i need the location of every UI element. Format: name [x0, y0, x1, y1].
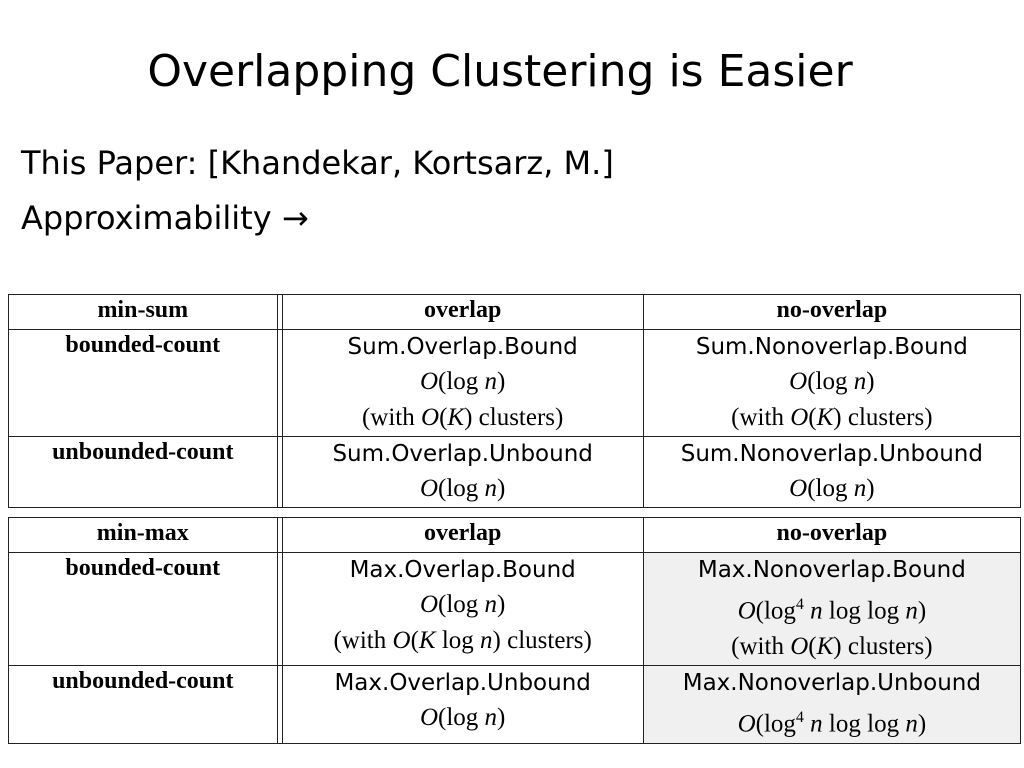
problem-name: Sum.Nonoverlap.Bound — [695, 334, 968, 360]
approx-bound: O(log n) — [419, 368, 506, 395]
cluster-note: (with O(K log n) clusters) — [333, 627, 592, 654]
cell-overlap — [282, 437, 643, 508]
cell-overlap — [282, 553, 643, 666]
approx-bound: O(log n) — [789, 368, 875, 395]
right-arrow-icon: → — [281, 199, 309, 237]
approx-bound: $O(\log^4$ n log log n) — [737, 709, 927, 738]
table-row — [9, 666, 1021, 743]
table-header-row — [9, 295, 1021, 330]
cluster-note: (with O(K) clusters) — [731, 404, 933, 431]
approximability-label: Approximability — [21, 199, 272, 237]
min-max-table — [8, 517, 1021, 744]
cluster-note: (with O(K) clusters) — [361, 404, 564, 431]
row-label: unbounded-count — [9, 437, 278, 508]
header-no-overlap: no-overlap — [643, 518, 1020, 553]
problem-name: Sum.Overlap.Bound — [347, 334, 578, 360]
cell-no-overlap — [643, 330, 1020, 437]
header-overlap: overlap — [282, 295, 643, 330]
row-label: unbounded-count — [9, 666, 278, 743]
cell-overlap — [282, 666, 643, 743]
approx-bound: O(log n) — [419, 475, 506, 502]
approx-bound: O(log n) — [419, 704, 506, 732]
cell-no-overlap — [643, 437, 1020, 508]
slide-title: Overlapping Clustering is Easier — [147, 46, 853, 97]
table-row — [9, 553, 1021, 666]
row-label: bounded-count — [9, 330, 278, 437]
problem-name: Max.Nonoverlap.Unbound — [682, 670, 981, 697]
paper-citation: This Paper: [Khandekar, Kortsarz, M.] — [21, 144, 614, 182]
approximability-line — [21, 196, 309, 240]
header-no-overlap: no-overlap — [643, 295, 1020, 330]
problem-name: Max.Overlap.Unbound — [334, 670, 591, 697]
cluster-note: (with O(K) clusters) — [731, 633, 933, 661]
row-label: bounded-count — [9, 553, 278, 666]
problem-name: Sum.Nonoverlap.Unbound — [680, 441, 983, 467]
problem-name: Sum.Overlap.Unbound — [332, 441, 593, 467]
header-objective: min-sum — [9, 295, 278, 330]
approx-bound: O(log n) — [419, 591, 506, 618]
table-header-row — [9, 518, 1021, 553]
cell-no-overlap — [643, 553, 1020, 666]
approx-bound: O(log n) — [789, 475, 875, 502]
problem-name: Max.Overlap.Bound — [349, 557, 576, 583]
min-sum-table — [8, 294, 1021, 508]
problem-name: Max.Nonoverlap.Bound — [697, 557, 966, 583]
header-objective: min-max — [9, 518, 278, 553]
cell-overlap — [282, 330, 643, 437]
header-overlap: overlap — [282, 518, 643, 553]
cell-no-overlap — [643, 666, 1020, 743]
approx-bound: $O(\log^4$ n log log n) — [737, 596, 927, 625]
table-row — [9, 437, 1021, 508]
table-row — [9, 330, 1021, 437]
